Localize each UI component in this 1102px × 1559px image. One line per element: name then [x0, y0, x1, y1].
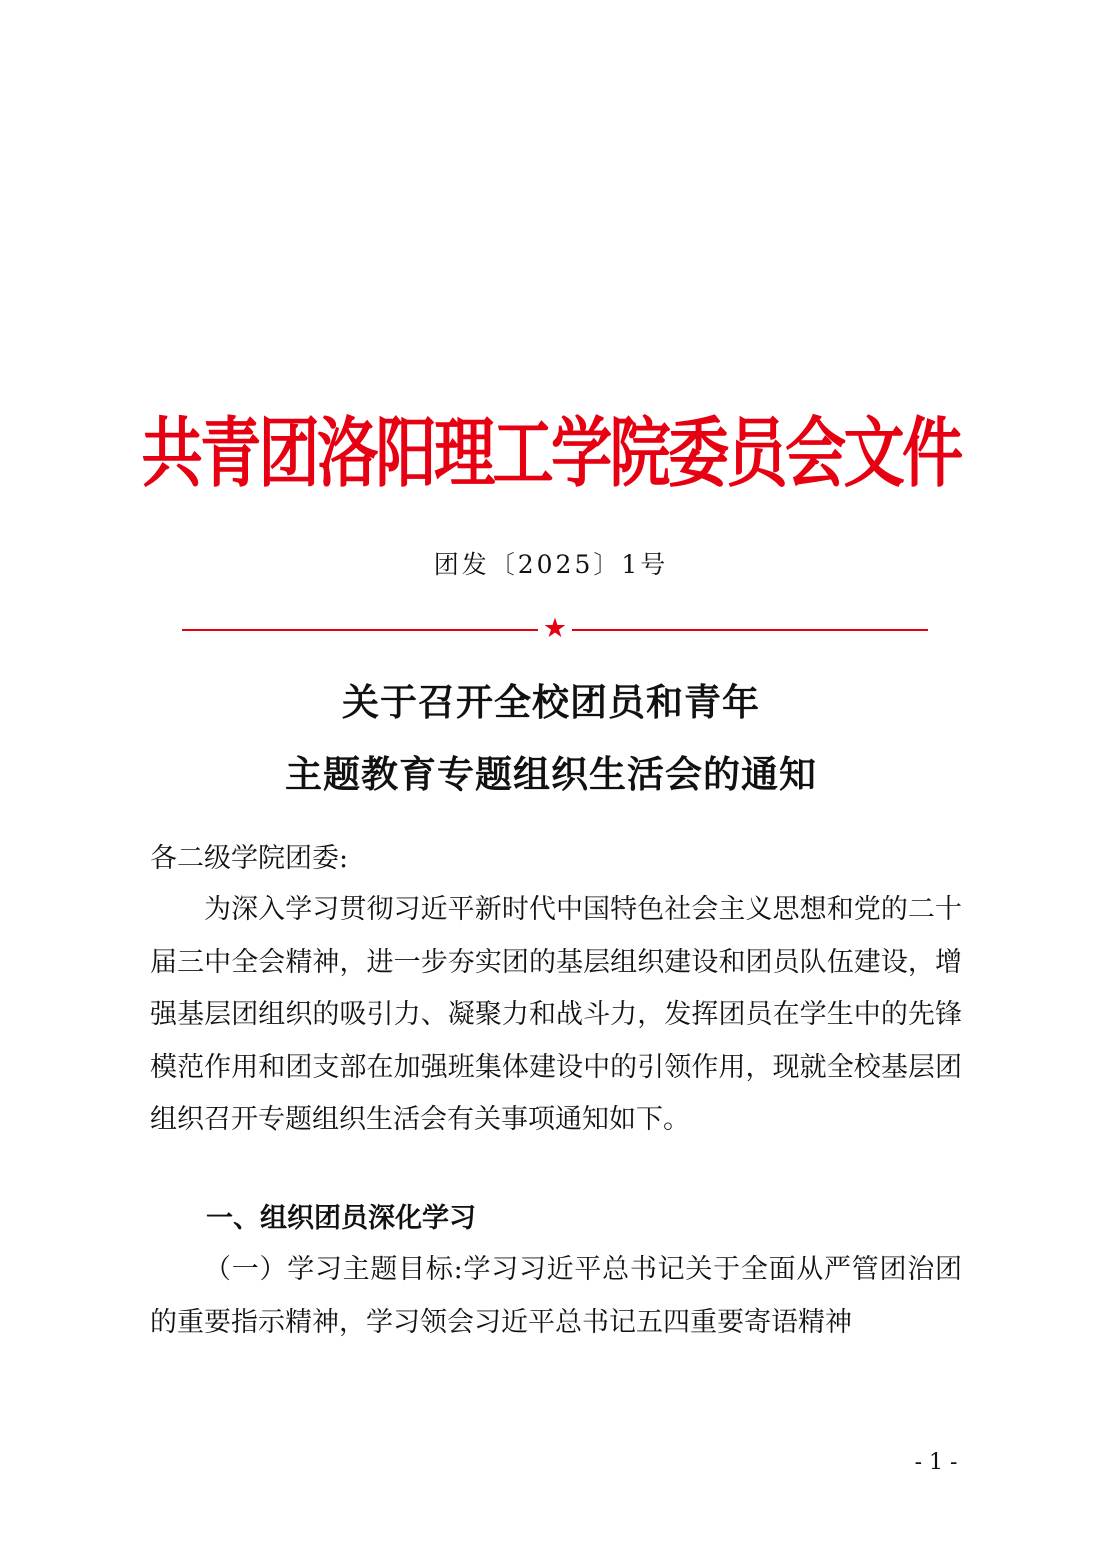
masthead-title: 共青团洛阳理工学院委员会文件 [141, 410, 961, 499]
item-label: （一）学习主题目标: [204, 1254, 463, 1285]
divider-line-right [572, 629, 928, 631]
notice-title-line-1: 关于召开全校团员和青年 [342, 680, 760, 724]
divider-line-left [182, 629, 538, 631]
page-number: - 1 - [914, 1450, 958, 1475]
red-divider [182, 613, 928, 644]
item-text: 学习习近平总书记关于全面从严管团治团的重要指示精神，学习领会习近平总书记五四重要寄语精神 [150, 1254, 962, 1338]
intro-paragraph: 为深入学习贯彻习近平新时代中国特色社会主义思想和党的二十届三中全会精神，进一步夯实团的基层组织建设和团员队伍建设，增强基层团组织的吸引力、凝聚力和战斗力，发挥团员在学生中的先锋模范作用和团支部在加强班集体建设中的引领作用，现就全校基层团组织召开专题组织生活会有关事项通知如下。 [150, 894, 962, 1135]
document-number: 团发〔2025〕1号 [433, 550, 669, 579]
section-1-item-1 [150, 1244, 962, 1349]
section-heading-1: 一、组织团员深化学习 [206, 1203, 476, 1234]
intro-paragraph-block [150, 884, 962, 1147]
salutation: 各二级学院团委: [150, 843, 349, 874]
notice-title-line-2: 主题教育专题组织生活会的通知 [285, 752, 817, 796]
star-icon: ★ [542, 613, 568, 644]
